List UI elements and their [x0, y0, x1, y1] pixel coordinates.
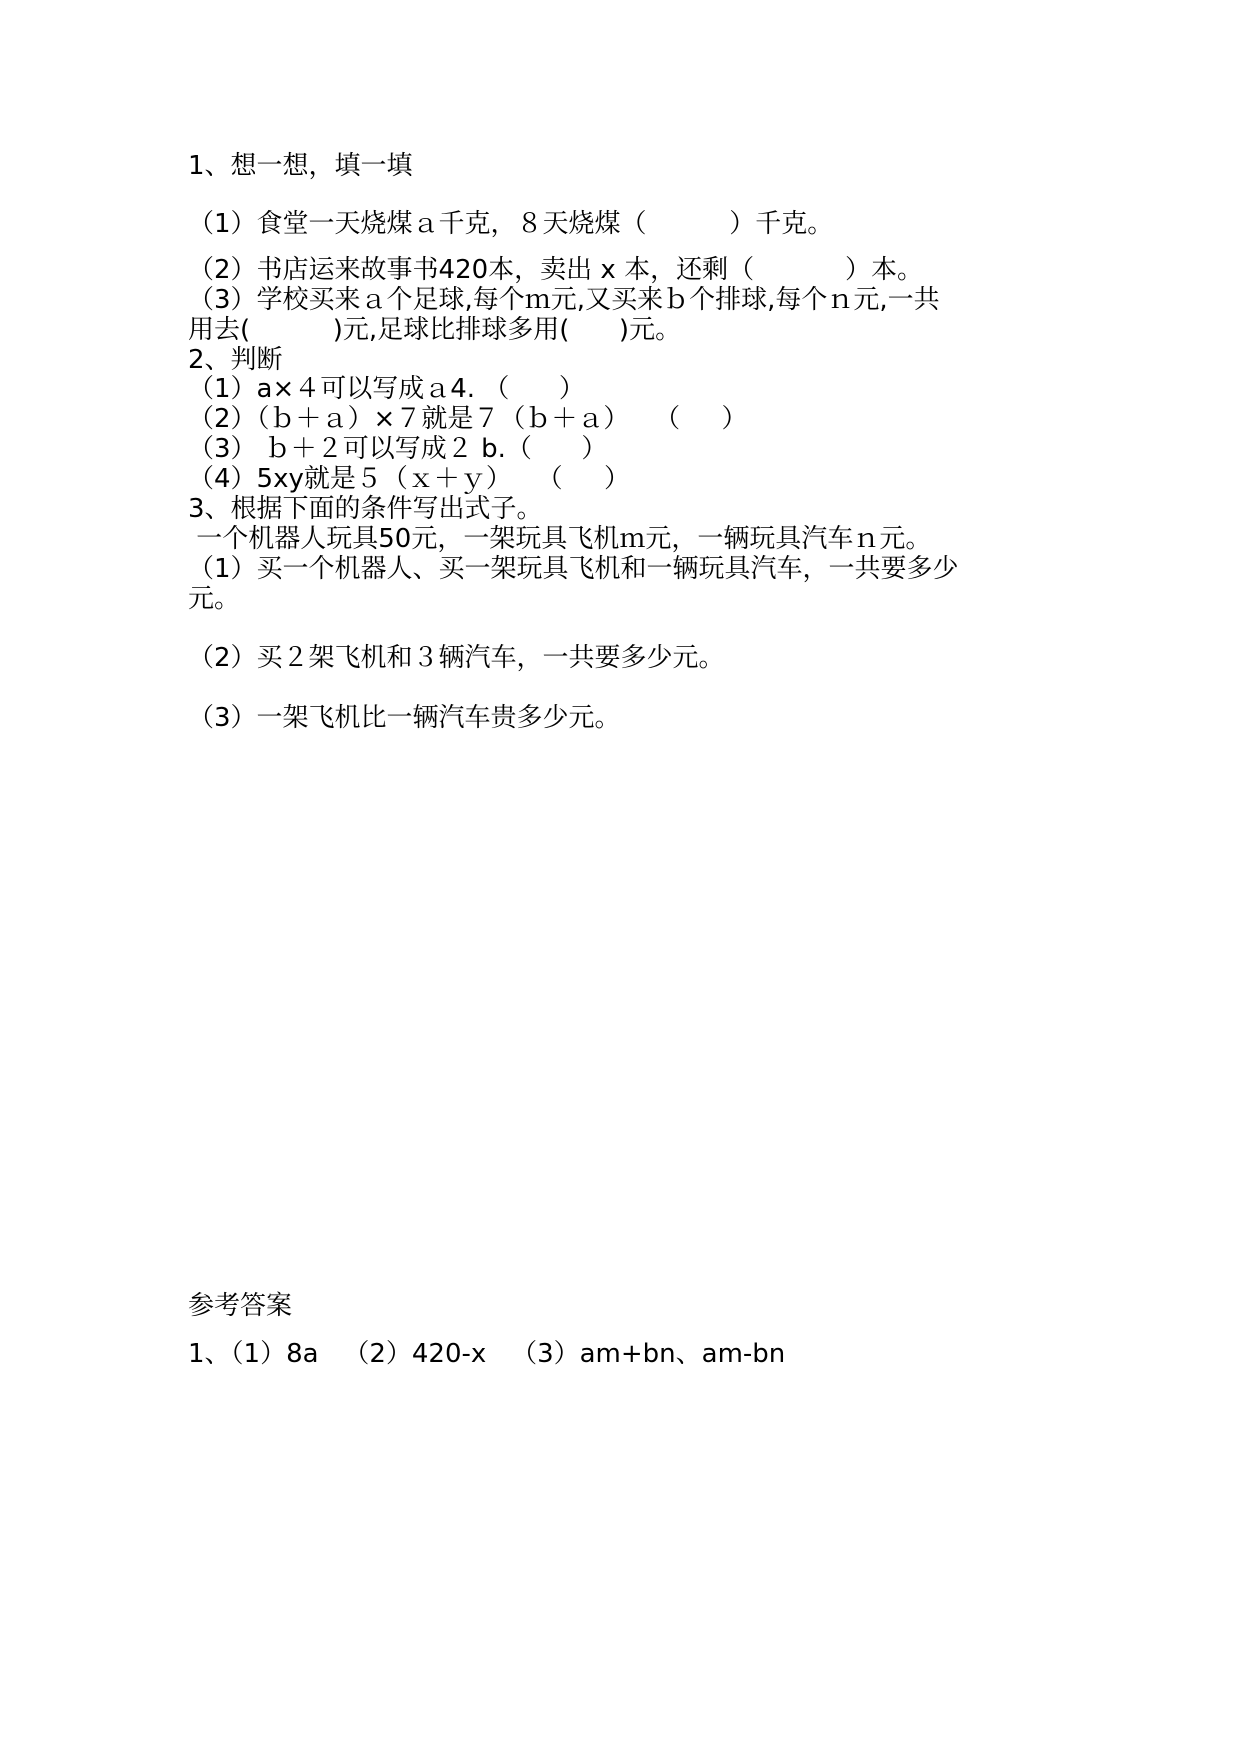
section1-question3-line2: 用去( )元,足球比排球多用( )元。 — [188, 315, 682, 345]
section2-question2: （2）（ｂ＋ａ）×７就是７（ｂ＋ａ） （ ） — [188, 404, 748, 434]
section2-question4: （4）5xy就是５（ｘ＋ｙ） （ ） — [188, 464, 630, 494]
section2-question3: （3） ｂ＋２可以写成２ b.（ ） — [188, 434, 608, 464]
section2-question1: （1）a×４可以写成ａ4. （ ） — [188, 374, 585, 404]
section3-question1-line1: （1）买一个机器人、买一架玩具飞机和一辆玩具汽车，一共要多少 — [188, 554, 959, 584]
section1-title: 1、想一想，填一填 — [188, 151, 413, 181]
section1-question3-line1: （3）学校买来ａ个足球,每个ｍ元,又买来ｂ个排球,每个ｎ元,一共 — [188, 285, 940, 315]
section3-question1-line2: 元。 — [188, 584, 241, 614]
section1-question1: （1）食堂一天烧煤ａ千克，８天烧煤（ ）千克。 — [188, 209, 834, 239]
section1-question2: （2）书店运来故事书420本，卖出 x 本，还剩（ ）本。 — [188, 255, 923, 285]
section2-title: 2、判断 — [188, 345, 283, 375]
section3-question3: （3）一架飞机比一辆汽车贵多少元。 — [188, 703, 621, 733]
section3-intro: 一个机器人玩具50元，一架玩具飞机ｍ元，一辆玩具汽车ｎ元。 — [188, 524, 932, 554]
answers-title: 参考答案 — [188, 1291, 293, 1321]
answers-line1: 1、（1）8a （2）420-x （3）am+bn、am-bn — [188, 1339, 786, 1369]
section3-title: 3、根据下面的条件写出式子。 — [188, 494, 543, 524]
section3-question2: （2）买２架飞机和３辆汽车，一共要多少元。 — [188, 643, 725, 673]
